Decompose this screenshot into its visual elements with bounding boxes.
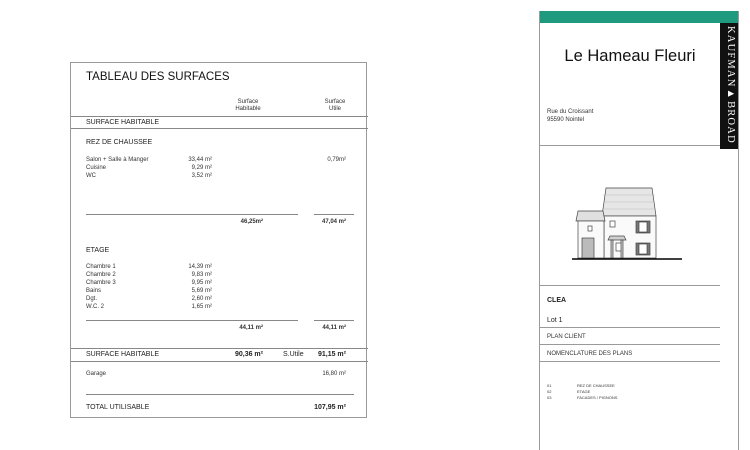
section-label: SURFACE HABITABLE <box>86 119 160 126</box>
room-area: 9,29 m² <box>191 165 212 171</box>
brand-logo <box>720 23 738 149</box>
room-name: Cuisine <box>86 165 107 171</box>
title-block <box>539 11 739 450</box>
surface-table-panel <box>70 62 367 418</box>
nomenclature-title: NOMENCLATURE DES PLANS <box>547 351 633 357</box>
total-utilisable-value: 107,95 m² <box>314 404 346 411</box>
plan-list-item <box>547 395 617 401</box>
plan-name: REZ DE CHAUSSEE <box>577 383 615 388</box>
room-area: 33,44 m² <box>188 157 212 163</box>
room-name: WC <box>86 173 96 179</box>
room-area: 14,39 m² <box>188 264 212 270</box>
subtotal-rule <box>86 214 298 215</box>
project-name: Le Hameau Fleuri <box>564 47 696 65</box>
room-area: 9,83 m² <box>191 272 212 278</box>
divider <box>71 128 368 129</box>
subtotal-rule <box>314 320 354 321</box>
col-header-habitable: Surface Habitable <box>235 99 261 112</box>
room-name: Chambre 2 <box>86 272 116 278</box>
divider <box>71 116 368 117</box>
model-name: CLEA <box>547 297 567 304</box>
plan-num: 03 <box>547 395 552 400</box>
brand-symbol: ▲ <box>725 88 736 101</box>
accent-bar <box>540 11 738 23</box>
divider <box>540 344 720 345</box>
plan-num: 01 <box>547 383 552 388</box>
room-utile-area: 0,79m² <box>327 157 346 163</box>
divider <box>540 145 720 146</box>
garage-label: Garage <box>86 371 107 377</box>
total-utile-value: 91,15 m² <box>317 351 346 358</box>
room-name: Salon + Salle à Manger <box>86 157 149 163</box>
room-area: 2,60 m² <box>191 296 212 302</box>
divider <box>540 285 720 286</box>
divider <box>71 361 368 362</box>
divider <box>540 361 720 362</box>
room-name: Chambre 3 <box>86 280 116 286</box>
plan-name: FACADES / PIGNONS <box>577 395 618 400</box>
room-name: W.C. 2 <box>86 304 105 310</box>
room-name: Bains <box>86 288 102 294</box>
house-facade-drawing <box>572 183 682 263</box>
lot-label: Lot 1 <box>547 317 563 324</box>
room-area: 9,95 m² <box>191 280 212 286</box>
divider <box>540 327 720 328</box>
subtotal-rule <box>314 214 354 215</box>
table-title: TABLEAU DES SURFACES <box>86 71 230 83</box>
address-line2: 95590 Nointel <box>547 117 585 123</box>
divider <box>71 348 368 349</box>
total-habitable-label: SURFACE HABITABLE <box>86 351 160 358</box>
subtotal-rule <box>86 320 298 321</box>
divider <box>86 394 354 395</box>
etage-subtotal-utile: 44,11 m² <box>322 325 346 331</box>
room-name: Chambre 1 <box>86 264 116 270</box>
room-area: 3,52 m² <box>191 173 212 179</box>
rdc-subtotal-habitable: 46,25m² <box>240 219 263 225</box>
etage-subtotal-habitable: 44,11 m² <box>239 325 263 331</box>
plan-num: 02 <box>547 389 552 394</box>
etage-title: ETAGE <box>86 247 110 254</box>
room-area: 1,65 m² <box>191 304 212 310</box>
plan-type: PLAN CLIENT <box>547 334 586 340</box>
rdc-title: REZ DE CHAUSSEE <box>86 139 153 146</box>
plan-name: ETAGE <box>577 389 591 394</box>
brand-name: KAUFMAN <box>725 26 736 88</box>
s-utile-label: S.Utile <box>283 351 304 358</box>
garage-value: 16,80 m² <box>322 371 346 377</box>
total-habitable-value: 90,36 m² <box>234 351 263 358</box>
col-header-utile: Surface Utile <box>324 99 346 112</box>
brand-name-2: BROAD <box>725 101 736 144</box>
room-name: Dgt. <box>86 296 98 302</box>
rdc-subtotal-utile: 47,04 m² <box>321 219 346 225</box>
plan-list <box>547 383 617 401</box>
total-utilisable-label: TOTAL UTILISABLE <box>86 404 150 411</box>
address-line1: Rue du Croissant <box>547 109 594 115</box>
room-area: 5,69 m² <box>191 288 212 294</box>
